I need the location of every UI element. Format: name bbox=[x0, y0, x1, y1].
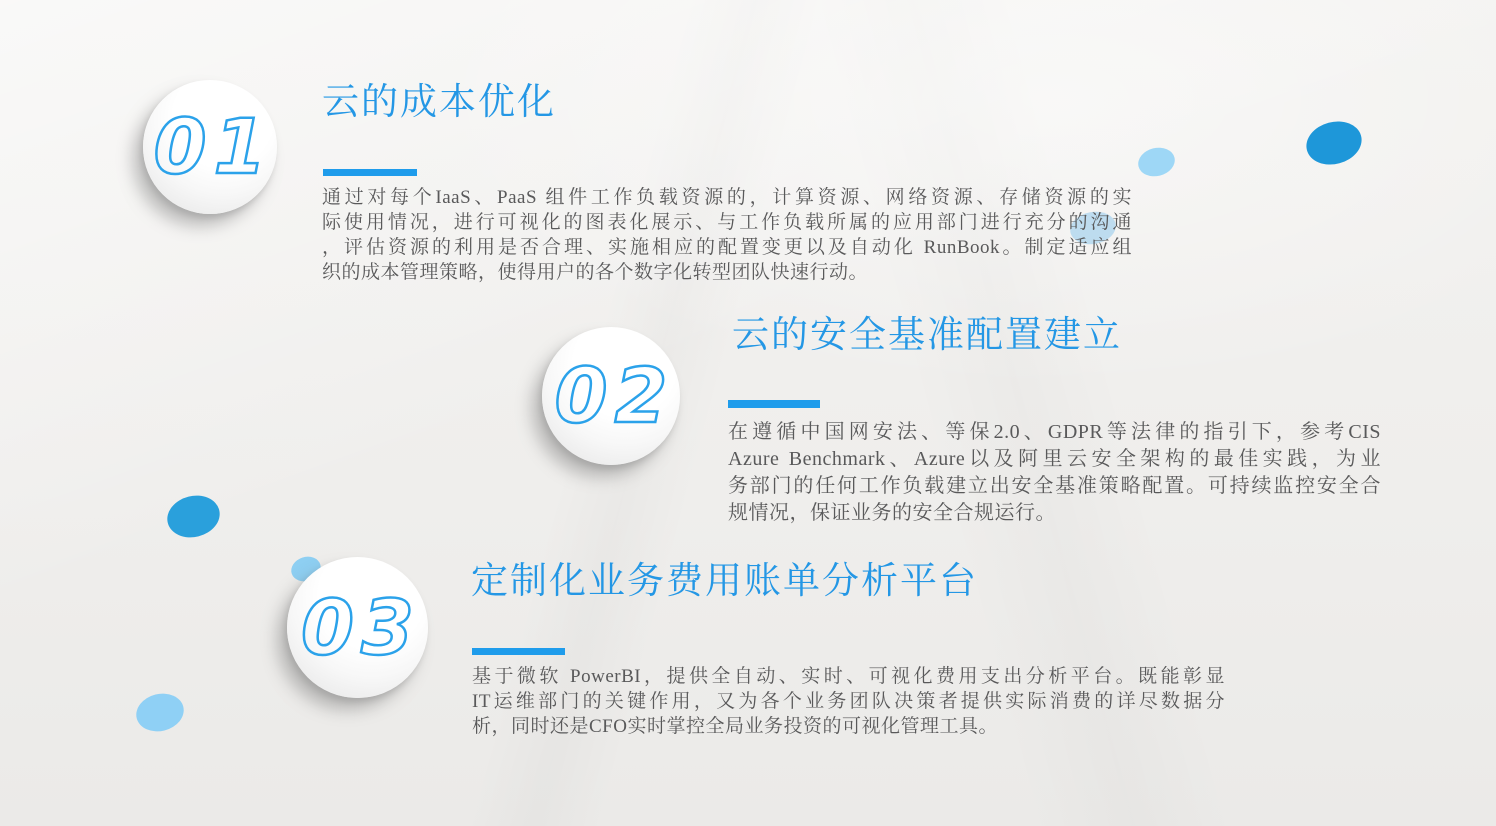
decor-ellipse-top-dark bbox=[1302, 115, 1367, 170]
title-underline-2 bbox=[728, 400, 820, 408]
step-circle-3 bbox=[287, 557, 428, 698]
decor-ellipse-bottom-left bbox=[132, 689, 188, 737]
step-circle-2 bbox=[542, 327, 680, 465]
step-number-2: 02 bbox=[554, 351, 675, 440]
decor-ellipse-mid-left bbox=[163, 490, 224, 543]
section-title-1: 云的成本优化 bbox=[322, 82, 556, 123]
step-number-1: 01 bbox=[153, 102, 274, 191]
step-circle-1 bbox=[143, 80, 277, 214]
decor-ellipse-top-light bbox=[1135, 144, 1178, 180]
section-title-2: 云的安全基准配置建立 bbox=[732, 315, 1122, 356]
section-body-1: 通过对每个IaaS、PaaS 组件工作负载资源的，计算资源、网络资源、存储资源的实 际使用情况，进行可视化的图表化展示、与工作负载所属的应用部门进行充分的沟通 ，评估资源的利用是否合理、实施相应的配置变更以及自动化 RunBook。制定适应组 织的成本管理策略，使得用户的各个数字化转型团队快速行动。 bbox=[322, 187, 1132, 283]
title-underline-1 bbox=[323, 169, 417, 176]
step-number-3: 03 bbox=[301, 582, 421, 672]
section-title-3: 定制化业务费用账单分析平台 bbox=[471, 561, 978, 602]
title-underline-3 bbox=[472, 648, 565, 655]
section-body-2: 在遵循中国网安法、等保2.0、GDPR等法律的指引下，参考CIS Azure Benchmark、Azure以及阿里云安全架构的最佳实践，为业 务部门的任何工作负载建立出安全基准策略配置。可持续监控安全合 规情况，保证业务的安全合规运行。 bbox=[728, 421, 1381, 524]
section-body-3: 基于微软 PowerBI，提供全自动、实时、可视化费用支出分析平台。既能彰显 IT运维部门的关键作用，又为各个业务团队决策者提供实际消费的详尽数据分 析，同时还是CFO实时掌控全局业务投资的可视化管理工具。 bbox=[472, 666, 1225, 737]
